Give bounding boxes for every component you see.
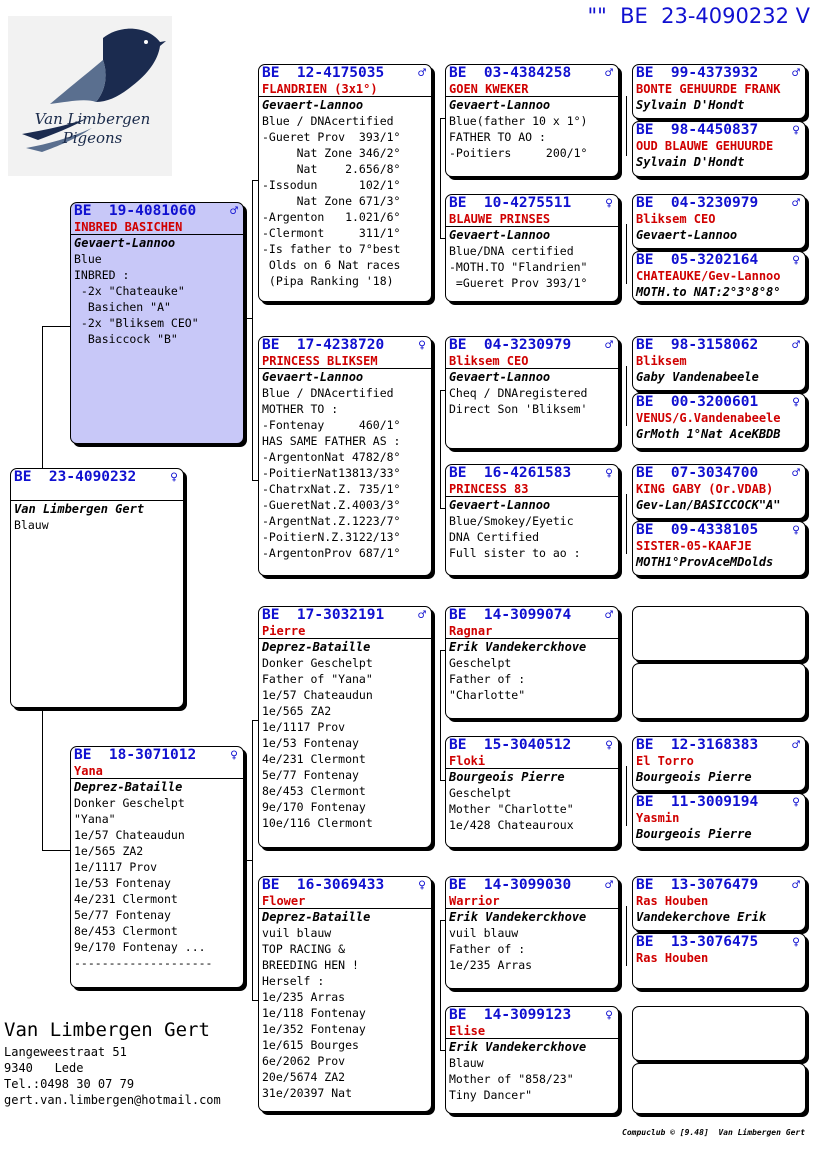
pigeon-name: GOEN KWEKER [446,82,618,97]
connector-line [440,650,441,780]
owner: Gevaert-Lannoo [74,236,176,250]
pigeon-name: OUD BLAUWE GEHUURDE [636,139,774,153]
great-grandparent-card[interactable] [445,606,619,719]
great-grandparent-card[interactable] [445,1006,619,1114]
pigeon-logo-icon [8,16,172,176]
owner: Vandekerchove Erik [636,910,767,924]
notes: Blue(father 10 x 1°) FATHER TO AO : -Poitiers 200/1° [449,114,588,160]
male-icon: ♂ [230,204,238,219]
female-icon: ♀ [792,123,800,138]
notes: Cheq / DNAregistered Direct Son 'Bliksem' [449,386,588,416]
male-icon: ♂ [605,66,613,81]
gg-grandparent-card[interactable] [632,251,806,302]
breeder-email[interactable]: gert.van.limbergen@hotmail.com [4,1093,221,1107]
owner: Gevaert-Lannoo [262,98,364,112]
female-icon: ♀ [605,738,613,753]
owner: Gevaert-Lannoo [449,228,551,242]
ring-number: BE 99-4373932 [636,65,759,81]
connector-line [440,390,441,508]
empty-card[interactable] [632,606,806,661]
female-icon: ♀ [170,470,178,485]
pigeon-name: Elise [446,1024,618,1039]
ring-number: BE 13-3076475 [636,934,759,950]
owner: Deprez-Bataille [74,780,183,794]
male-icon: ♂ [792,338,800,353]
ring-number: BE 14-3099074 [449,607,572,623]
ring-number: BE 17-3032191 [262,607,385,623]
breeder-name: Van Limbergen Gert [4,1019,210,1041]
pigeon-name: PRINCESS 83 [446,482,618,497]
gg-grandparent-card[interactable] [632,393,806,449]
female-icon: ♀ [792,253,800,268]
pigeon-name: Ras Houben [636,951,709,965]
owner: GrMoth 1°Nat AceKBDB [636,427,781,441]
connector-line [626,366,627,426]
owner: Gaby Vandenabeele [636,370,759,384]
male-icon: ♂ [418,66,426,81]
connector-line [626,494,627,554]
pigeon-name: Floki [446,754,618,769]
connector-line [626,906,627,966]
footer-credit: Compuclub © [9.48] Van Limbergen Gert [622,1128,806,1137]
gg-grandparent-card[interactable] [632,121,806,177]
female-icon: ♀ [792,395,800,410]
notes: Blauw [14,518,49,532]
male-icon: ♂ [605,338,613,353]
pigeon-name: Yasmin [636,811,680,825]
ring-number: BE 09-4338105 [636,522,759,538]
pigeon-name: Pierre [259,624,431,639]
pigeon-name: CHATEAUKE/Gev-Lannoo [636,269,781,283]
great-grandparent-card[interactable] [445,464,619,576]
pigeon-name: BLAUWE PRINSES [446,212,618,227]
pigeon-name: El Torro [636,754,694,768]
dam-sire-card[interactable] [258,606,432,848]
sire-sire-card[interactable] [258,64,432,302]
owner: Sylvain D'Hondt [636,98,745,112]
male-icon: ♂ [605,878,613,893]
female-icon: ♀ [792,523,800,538]
pigeon-name: BONTE GEHUURDE FRANK [636,82,781,96]
ring-number: BE 07-3034700 [636,465,759,481]
female-icon: ♀ [605,466,613,481]
breeder-phone: Tel.:0498 30 07 79 [4,1077,135,1091]
female-icon: ♀ [792,795,800,810]
connector-line [626,224,627,284]
male-icon: ♂ [792,878,800,893]
pigeon-name: KING GABY (Or.VDAB) [636,482,774,496]
ring-number: BE 00-3200601 [636,394,759,410]
ring-number: BE 98-4450837 [636,122,759,138]
great-grandparent-card[interactable] [445,64,619,177]
pigeon-name: VENUS/G.Vandenabeele [636,411,781,425]
female-icon: ♀ [605,1008,613,1023]
pigeon-name: Warrior [446,894,618,909]
notes: Blue / DNAcertified -Gueret Prov 393/1° Nat Zone 346/2° Nat 2.656/8° -Issodun 102/1° Nat Zone 671/3° -Argenton 1.021/6° -Clermont 311/1° -Is father to 7°best Olds on 6 Nat races (Pipa Ranking '18) [262,114,401,288]
ring-number: BE 18-3071012 [74,747,197,763]
ring-number: BE 10-4275511 [449,195,572,211]
connector-line [626,766,627,826]
pigeon-name: SISTER-05-KAAFJE [636,539,752,553]
breeder-city: 9340 Lede [4,1061,84,1075]
ring-number: BE 05-3202164 [636,252,759,268]
notes: Donker Geschelpt "Yana" 1e/57 Chateaudun 1e/565 ZA2 1e/1117 Prov 1e/53 Fontenay 4e/231 Clermont 5e/77 Fontenay 8e/453 Clermont 9e/170 Fontenay ... -------------------- [74,796,213,970]
pigeon-name: Ragnar [446,624,618,639]
notes: Geschelpt Father of : "Charlotte" [449,656,526,702]
gg-grandparent-card[interactable] [632,194,806,249]
female-icon: ♀ [230,748,238,763]
ring-number: BE 23-4090232 [14,469,137,485]
notes: vuil blauw Father of : 1e/235 Arras [449,926,533,972]
female-icon: ♀ [605,196,613,211]
owner: Van Limbergen Gert [14,502,145,516]
owner: Gevaert-Lannoo [262,370,364,384]
ring-number: BE 14-3099030 [449,877,572,893]
pigeon-name: Ras Houben [636,894,709,908]
female-icon: ♀ [418,878,426,893]
female-icon: ♀ [418,338,426,353]
logo [8,16,172,176]
empty-card[interactable] [632,663,806,719]
notes: Blauw Mother of "858/23" Tiny Dancer" [449,1056,574,1102]
owner: Gev-Lan/BASICCOCK"A" [636,498,781,512]
connector-line [244,318,252,319]
great-grandparent-card[interactable] [445,876,619,989]
owner: MOTH.to NAT:2°3°8°8° [636,285,781,299]
owner: Deprez-Bataille [262,640,371,654]
pigeon-name: Flower [259,894,431,909]
female-icon: ♀ [792,935,800,950]
gg-grandparent-card[interactable] [632,64,806,119]
subject-card[interactable] [10,468,184,708]
ring-number: BE 03-4384258 [449,65,572,81]
connector-line [42,850,70,851]
male-icon: ♂ [792,738,800,753]
connector-line [440,920,441,1050]
owner: Deprez-Bataille [262,910,371,924]
dam-card[interactable] [70,746,244,988]
ring-number: BE 16-3069433 [262,877,385,893]
connector-line [244,860,252,861]
ring-number: BE 16-4261583 [449,465,572,481]
ring-number: BE 12-4175035 [262,65,385,81]
ring-number: BE 13-3076479 [636,877,759,893]
pigeon-name: FLANDRIEN (3x1°) [259,82,431,97]
pigeon-name: Bliksem CEO [446,354,618,369]
gg-grandparent-card[interactable] [632,876,806,931]
owner: Erik Vandekerckhove [449,640,587,654]
pigeon-name: PRINCESS BLIKSEM [259,354,431,369]
logo-text [30,110,155,148]
connector-line [42,708,43,850]
logo-line-1: Van Limbergen [34,110,151,128]
connector-line [252,720,253,1000]
connector-line [42,326,43,468]
connector-line [42,326,70,327]
notes: Blue/DNA certified -MOTH.TO "Flandrien" =Gueret Prov 393/1° [449,244,588,290]
male-icon: ♂ [418,608,426,623]
great-grandparent-card[interactable] [445,736,619,848]
notes: Donker Geschelpt Father of "Yana" 1e/57 Chateaudun 1e/565 ZA2 1e/1117 Prov 1e/53 Fontenay 4e/231 Clermont 5e/77 Fontenay 8e/453 Clermont 9e/170 Fontenay 10e/116 Clermont [262,656,373,830]
owner: Sylvain D'Hondt [636,155,745,169]
ring-number: BE 19-4081060 [74,203,197,219]
sire-dam-card[interactable] [258,336,432,576]
male-icon: ♂ [792,66,800,81]
male-icon: ♂ [792,196,800,211]
gg-grandparent-card[interactable] [632,521,806,576]
notes: vuil blauw TOP RACING & BREEDING HEN ! Herself : 1e/235 Arras 1e/118 Fontenay 1e/352 Fontenay 1e/615 Bourges 6e/2062 Prov 20e/5674 ZA2 31e/20397 Nat [262,926,366,1100]
notes: Blue INBRED : -2x "Chateauke" Basichen "A" -2x "Bliksem CEO" Basiccock "B" [74,252,199,346]
owner: Bourgeois Pierre [449,770,565,784]
empty-card[interactable] [632,1063,806,1114]
notes: Geschelpt Mother "Charlotte" 1e/428 Chateauroux [449,786,574,832]
owner [633,966,805,982]
owner: Erik Vandekerckhove [449,1040,587,1054]
owner: Gevaert-Lannoo [449,498,551,512]
dam-dam-card[interactable] [258,876,432,1112]
sire-card[interactable] [70,202,244,444]
logo-line-2: Pigeons [62,129,123,147]
ring-number: BE 15-3040512 [449,737,572,753]
pedigree-ring-title: "" BE 23-4090232 V [587,4,810,28]
connector-line [626,96,627,156]
male-icon: ♂ [605,608,613,623]
male-icon: ♂ [792,466,800,481]
pigeon-name: Yana [71,764,243,779]
owner: Bourgeois Pierre [636,770,752,784]
ring-number: BE 04-3230979 [636,195,759,211]
owner: Gevaert-Lannoo [636,228,738,242]
pigeon-name: Bliksem [636,354,687,368]
ring-number: BE 98-3158062 [636,337,759,353]
gg-grandparent-card[interactable] [632,464,806,519]
empty-card[interactable] [632,1006,806,1061]
connector-line [440,118,441,238]
ring-number: BE 11-3009194 [636,794,759,810]
pigeon-name: INBRED BASICHEN [71,220,243,235]
gg-grandparent-card[interactable] [632,336,806,391]
owner: Gevaert-Lannoo [449,98,551,112]
gg-grandparent-card[interactable] [632,736,806,791]
ring-number: BE 04-3230979 [449,337,572,353]
gg-grandparent-card[interactable] [632,933,806,989]
notes: Blue / DNAcertified MOTHER TO : -Fontenay 460/1° HAS SAME FATHER AS : -ArgentonNat 4782/8° -PoitierNat13813/33° -ChatrxNat.Z. 735/1° -GueretNat.Z.4003/3° -ArgentNat.Z.1223/7° -PoitierN.Z.3122/13° -ArgentonProv 687/1° [262,386,401,560]
great-grandparent-card[interactable] [445,336,619,449]
great-grandparent-card[interactable] [445,194,619,302]
pigeon-name [11,486,183,501]
owner: Gevaert-Lannoo [449,370,551,384]
owner: MOTH1°ProvAceMDolds [636,555,774,569]
owner: Bourgeois Pierre [636,827,752,841]
ring-number: BE 17-4238720 [262,337,385,353]
owner: Erik Vandekerckhove [449,910,587,924]
ring-number: BE 12-3168383 [636,737,759,753]
ring-number: BE 14-3099123 [449,1007,572,1023]
pigeon-name: Bliksem CEO [636,212,716,226]
connector-line [252,180,253,480]
gg-grandparent-card[interactable] [632,793,806,848]
notes: Blue/Smokey/Eyetic DNA Certified Full sister to ao : [449,514,581,560]
breeder-street: Langeweestraat 51 [4,1045,127,1059]
